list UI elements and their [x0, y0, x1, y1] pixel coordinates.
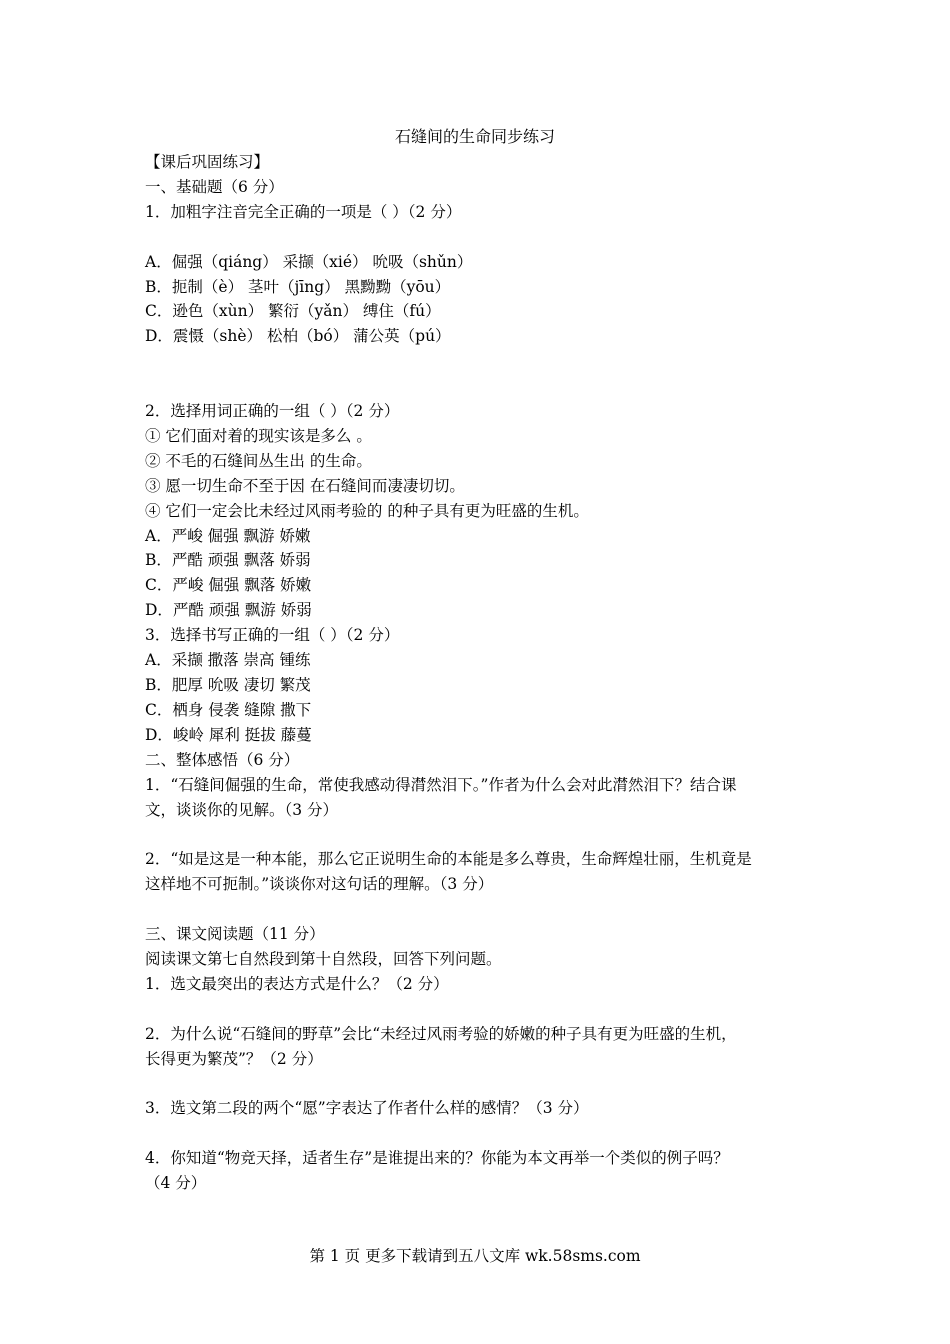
part3-question-2-line-2: 长得更为繁茂”？（2 分） [145, 1049, 323, 1068]
question-2-option-a: A．严峻 倔强 飘游 娇嫩 [145, 526, 311, 545]
document-body [145, 150, 815, 1196]
question-3-option-c: C．栖身 侵袭 缝隙 撒下 [145, 700, 312, 719]
part3-question-4-line-1: 4．你知道“物竞天择，适者生存”是谁提出来的？你能为本文再举一个类似的例子吗？ [145, 1149, 729, 1168]
question-1-option-c: C．逊色（xùn） 繁衍（yǎn） 缚住（fú） [145, 302, 441, 321]
question-1-stem: 1．加粗字注音完全正确的一项是（ ）（2 分） [145, 202, 462, 221]
part3-intro: 阅读课文第七自然段到第十自然段，回答下列问题。 [145, 949, 502, 968]
question-2-sentence-1: ① 它们面对着的现实该是多么 。 [145, 426, 372, 445]
part3-question-1: 1．选文最突出的表达方式是什么？（2 分） [145, 974, 449, 993]
question-1-option-d: D．震慑（shè） 松柏（bó） 蒲公英（pú） [145, 327, 451, 346]
question-2-stem: 2．选择用词正确的一组（ ）（2 分） [145, 402, 400, 421]
question-2-option-b: B．严酷 顽强 飘落 娇弱 [145, 551, 311, 570]
part2-question-1-line-1: 1．“石缝间倔强的生命，常使我感动得潸然泪下。”作者为什么会对此潸然泪下？结合课 [145, 775, 737, 794]
question-2-option-c: C．严峻 倔强 飘落 娇嫩 [145, 576, 312, 595]
part2-question-2-line-2: 这样地不可扼制。”谈谈你对这句话的理解。（3 分） [145, 875, 494, 894]
part2-question-2-line-1: 2．“如是这是一种本能，那么它正说明生命的本能是多么尊贵，生命辉煌壮丽，生机竟是 [145, 850, 752, 869]
question-1-option-a: A．倔强（qiáng） 采撷（xié） 吮吸（shǔn） [145, 252, 473, 271]
question-3-option-b: B．肥厚 吮吸 凄切 繁茂 [145, 676, 311, 694]
document-title: 石缝间的生命同步练习 [394, 127, 555, 146]
question-3-option-a: A．采撷 撒落 崇高 锺练 [145, 651, 311, 670]
question-2-sentence-2: ② 不毛的石缝间丛生出 的生命。 [145, 451, 372, 470]
question-2-sentence-3: ③ 愿一切生命不至于因 在石缝间而凄凄切切。 [145, 476, 465, 495]
question-2-option-d: D．严酷 顽强 飘游 娇弱 [145, 601, 312, 620]
section-tag: 【课后巩固练习】 [145, 153, 270, 171]
part2-heading: 二、整体感悟（6 分） [145, 750, 300, 769]
question-3-stem: 3．选择书写正确的一组（ ）（2 分） [145, 626, 400, 645]
page-footer: 第 1 页 更多下载请到五八文库 wk.58sms.com [309, 1247, 641, 1265]
part3-question-2-line-1: 2．为什么说“石缝间的野草”会比“未经过风雨考验的娇嫩的种子具有更为旺盛的生机， [145, 1024, 737, 1043]
question-1-option-b: B．扼制（è） 茎叶（jīng） 黑黝黝（yōu） [145, 277, 451, 296]
part3-heading: 三、课文阅读题（11 分） [145, 925, 325, 944]
part3-question-4-line-2: （4 分） [145, 1174, 207, 1193]
question-3-option-d: D．峻岭 犀利 挺拔 藤蔓 [145, 725, 312, 744]
part2-question-1-line-2: 文，谈谈你的见解。（3 分） [145, 800, 339, 819]
question-2-sentence-4: ④ 它们一定会比未经过风雨考验的 的种子具有更为旺盛的生机。 [145, 501, 589, 520]
part1-heading: 一、基础题（6 分） [145, 177, 284, 196]
part3-question-3: 3．选文第二段的两个“愿”字表达了作者什么样的感情？（3 分） [145, 1099, 589, 1118]
